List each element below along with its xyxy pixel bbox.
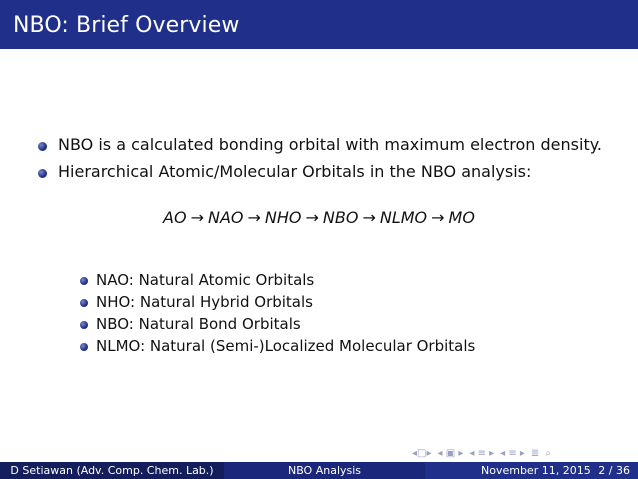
prev-section-icon[interactable]: ◂ ≡ ▸	[469, 447, 495, 459]
orbital-hierarchy-equation	[0, 208, 638, 227]
bullet-dot-icon	[80, 343, 88, 351]
sub-bullet-list	[80, 271, 600, 359]
equation-term: NAO	[207, 208, 244, 227]
footer-date-page	[425, 462, 638, 479]
slide-title: NBO: Brief Overview	[13, 13, 240, 38]
equation-term: NLMO	[379, 208, 428, 227]
equation-term: AO	[163, 208, 187, 227]
sub-bullet-item	[80, 337, 600, 359]
align-icon[interactable]: ≣	[530, 447, 540, 459]
footer-page-number: 2 / 36	[598, 464, 630, 477]
bullet-text: NBO is a calculated bonding orbital with maximum electron density.	[58, 135, 602, 154]
bullet-dot-icon	[80, 277, 88, 285]
sub-bullet-item	[80, 271, 600, 293]
prev-subsection-icon[interactable]: ◂ ≡ ▸	[500, 447, 525, 459]
sub-bullet-text: NLMO: Natural (Semi-)Localized Molecular Orbitals	[96, 337, 476, 355]
bullet-item	[38, 162, 628, 189]
footer-bar	[0, 462, 638, 479]
bullet-item	[38, 135, 628, 162]
sub-bullet-item	[80, 315, 600, 337]
sub-bullet-text: NAO: Natural Atomic Orbitals	[96, 271, 315, 289]
arrow-icon: →	[305, 208, 319, 227]
equation-term: MO	[448, 208, 475, 227]
bullet-dot-icon	[38, 142, 47, 151]
bullet-dot-icon	[38, 169, 47, 178]
equation-term: NHO	[264, 208, 302, 227]
equation-term: NBO	[322, 208, 359, 227]
footer-date: November 11, 2015	[481, 464, 591, 477]
bullet-dot-icon	[80, 299, 88, 307]
sub-bullet-text: NBO: Natural Bond Orbitals	[96, 315, 301, 333]
arrow-icon: →	[247, 208, 261, 227]
search-icon[interactable]: ⌕	[545, 447, 551, 459]
first-slide-icon[interactable]: ◂□▸	[412, 447, 432, 459]
arrow-icon: →	[190, 208, 204, 227]
beamer-navigation-bar	[412, 446, 637, 460]
sub-bullet-text: NHO: Natural Hybrid Orbitals	[96, 293, 313, 311]
footer-short-title: NBO Analysis	[224, 462, 425, 479]
footer-author: D Setiawan (Adv. Comp. Chem. Lab.)	[0, 462, 224, 479]
title-bar	[0, 0, 638, 49]
bullet-list	[38, 135, 628, 189]
bullet-dot-icon	[80, 321, 88, 329]
arrow-icon: →	[362, 208, 376, 227]
prev-frame-icon[interactable]: ◂ ▣ ▸	[437, 447, 464, 459]
arrow-icon: →	[431, 208, 445, 227]
bullet-text: Hierarchical Atomic/Molecular Orbitals in the NBO analysis:	[58, 162, 532, 181]
sub-bullet-item	[80, 293, 600, 315]
